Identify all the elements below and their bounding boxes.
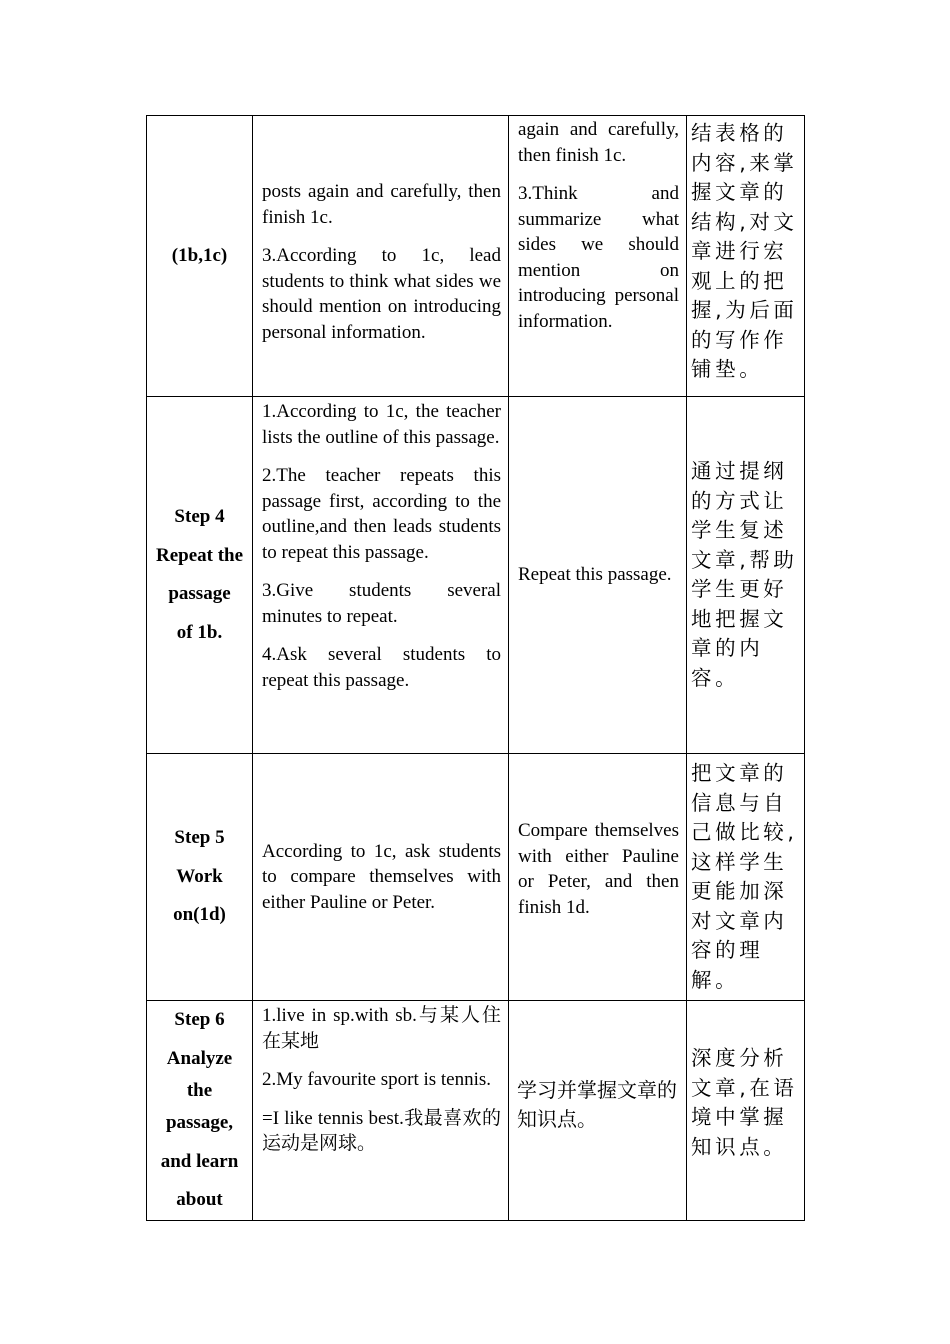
table-row [147,754,805,1001]
step-line: the [186,1080,213,1101]
teacher-activity-cell [253,754,509,1001]
step-line: Step 6 [174,1009,225,1030]
teacher-activity-cell [253,1001,509,1221]
design-purpose-text: 深度分析文章,在语境中掌握知识点。 [691,1046,798,1159]
teacher-activity-text: 2.My favourite sport is tennis. [262,1069,492,1090]
step-line: about [176,1189,223,1210]
student-activity-cell [509,1001,687,1221]
design-purpose-text: 结表格的内容,来掌握文章的结构,对文章进行宏观上的把握,为后面的写作作铺垫。 [691,121,798,381]
teacher-activity-text: posts again and carefully, then finish 1c. [262,181,501,228]
teacher-activity-text: 1.live in sp.with sb.与某人住在某地 [262,1005,501,1052]
step-line: passage [168,583,231,604]
teacher-activity-text: 2.The teacher repeats this passage first, according to the outline,and then leads students to repeat this passage. [262,465,501,563]
teacher-activity-cell [253,116,509,397]
student-activity-text: again and carefully, then finish 1c. [518,119,679,166]
student-activity-text: Repeat this passage. [518,564,672,586]
step-line: on(1d) [173,904,226,926]
student-activity-text: Compare themselves with either Pauline or Peter, and then finish 1d. [518,820,679,918]
step-cell [147,754,253,1001]
student-activity-text: 3.Think and summarize what sides we should mention on introducing personal information. [518,183,679,332]
teacher-activity-text: 3.According to 1c, lead students to think what sides we should mention on introducing personal information. [262,245,501,343]
step-cell [147,116,253,397]
step-cell [147,397,253,754]
table-row [147,397,805,754]
step-line: passage, [165,1112,234,1133]
step-line: and learn [160,1150,239,1172]
design-purpose-text: 通过提纲的方式让学生复述文章,帮助学生更好地把握文章的内容。 [691,459,798,690]
step-line: Step 5 [174,827,225,849]
table-row [147,116,805,397]
step-line: Analyze [166,1047,233,1069]
design-purpose-cell [687,754,805,1001]
lesson-plan-table [146,115,805,1221]
teacher-activity-text: 4.Ask several students to repeat this passage. [262,644,501,691]
student-activity-cell [509,397,687,754]
teacher-activity-text: According to 1c, ask students to compare themselves with either Pauline or Peter. [262,840,501,913]
step-line: (1b,1c) [171,244,228,266]
step-line: Step 4 [174,506,225,527]
student-activity-cell [509,754,687,1001]
teacher-activity-text: 1.According to 1c, the teacher lists the outline of this passage. [262,401,501,448]
step-line: Work [176,865,223,887]
design-purpose-cell [687,116,805,397]
teacher-activity-cell [253,397,509,754]
teacher-activity-text: 3.Give students several minutes to repeat. [262,580,501,627]
student-activity-text: 学习并掌握文章的知识点。 [517,1078,677,1132]
design-purpose-text: 把文章的信息与自己做比较,这样学生更能加深对文章内容的理解。 [691,761,798,992]
step-line: of 1b. [176,621,223,643]
student-activity-cell [509,116,687,397]
step-line: Repeat the [155,544,244,566]
table-row [147,1001,805,1221]
teacher-activity-text: =I like tennis best.我最喜欢的运动是网球。 [262,1107,501,1154]
design-purpose-cell [687,397,805,754]
design-purpose-cell [687,1001,805,1221]
step-cell [147,1001,253,1221]
